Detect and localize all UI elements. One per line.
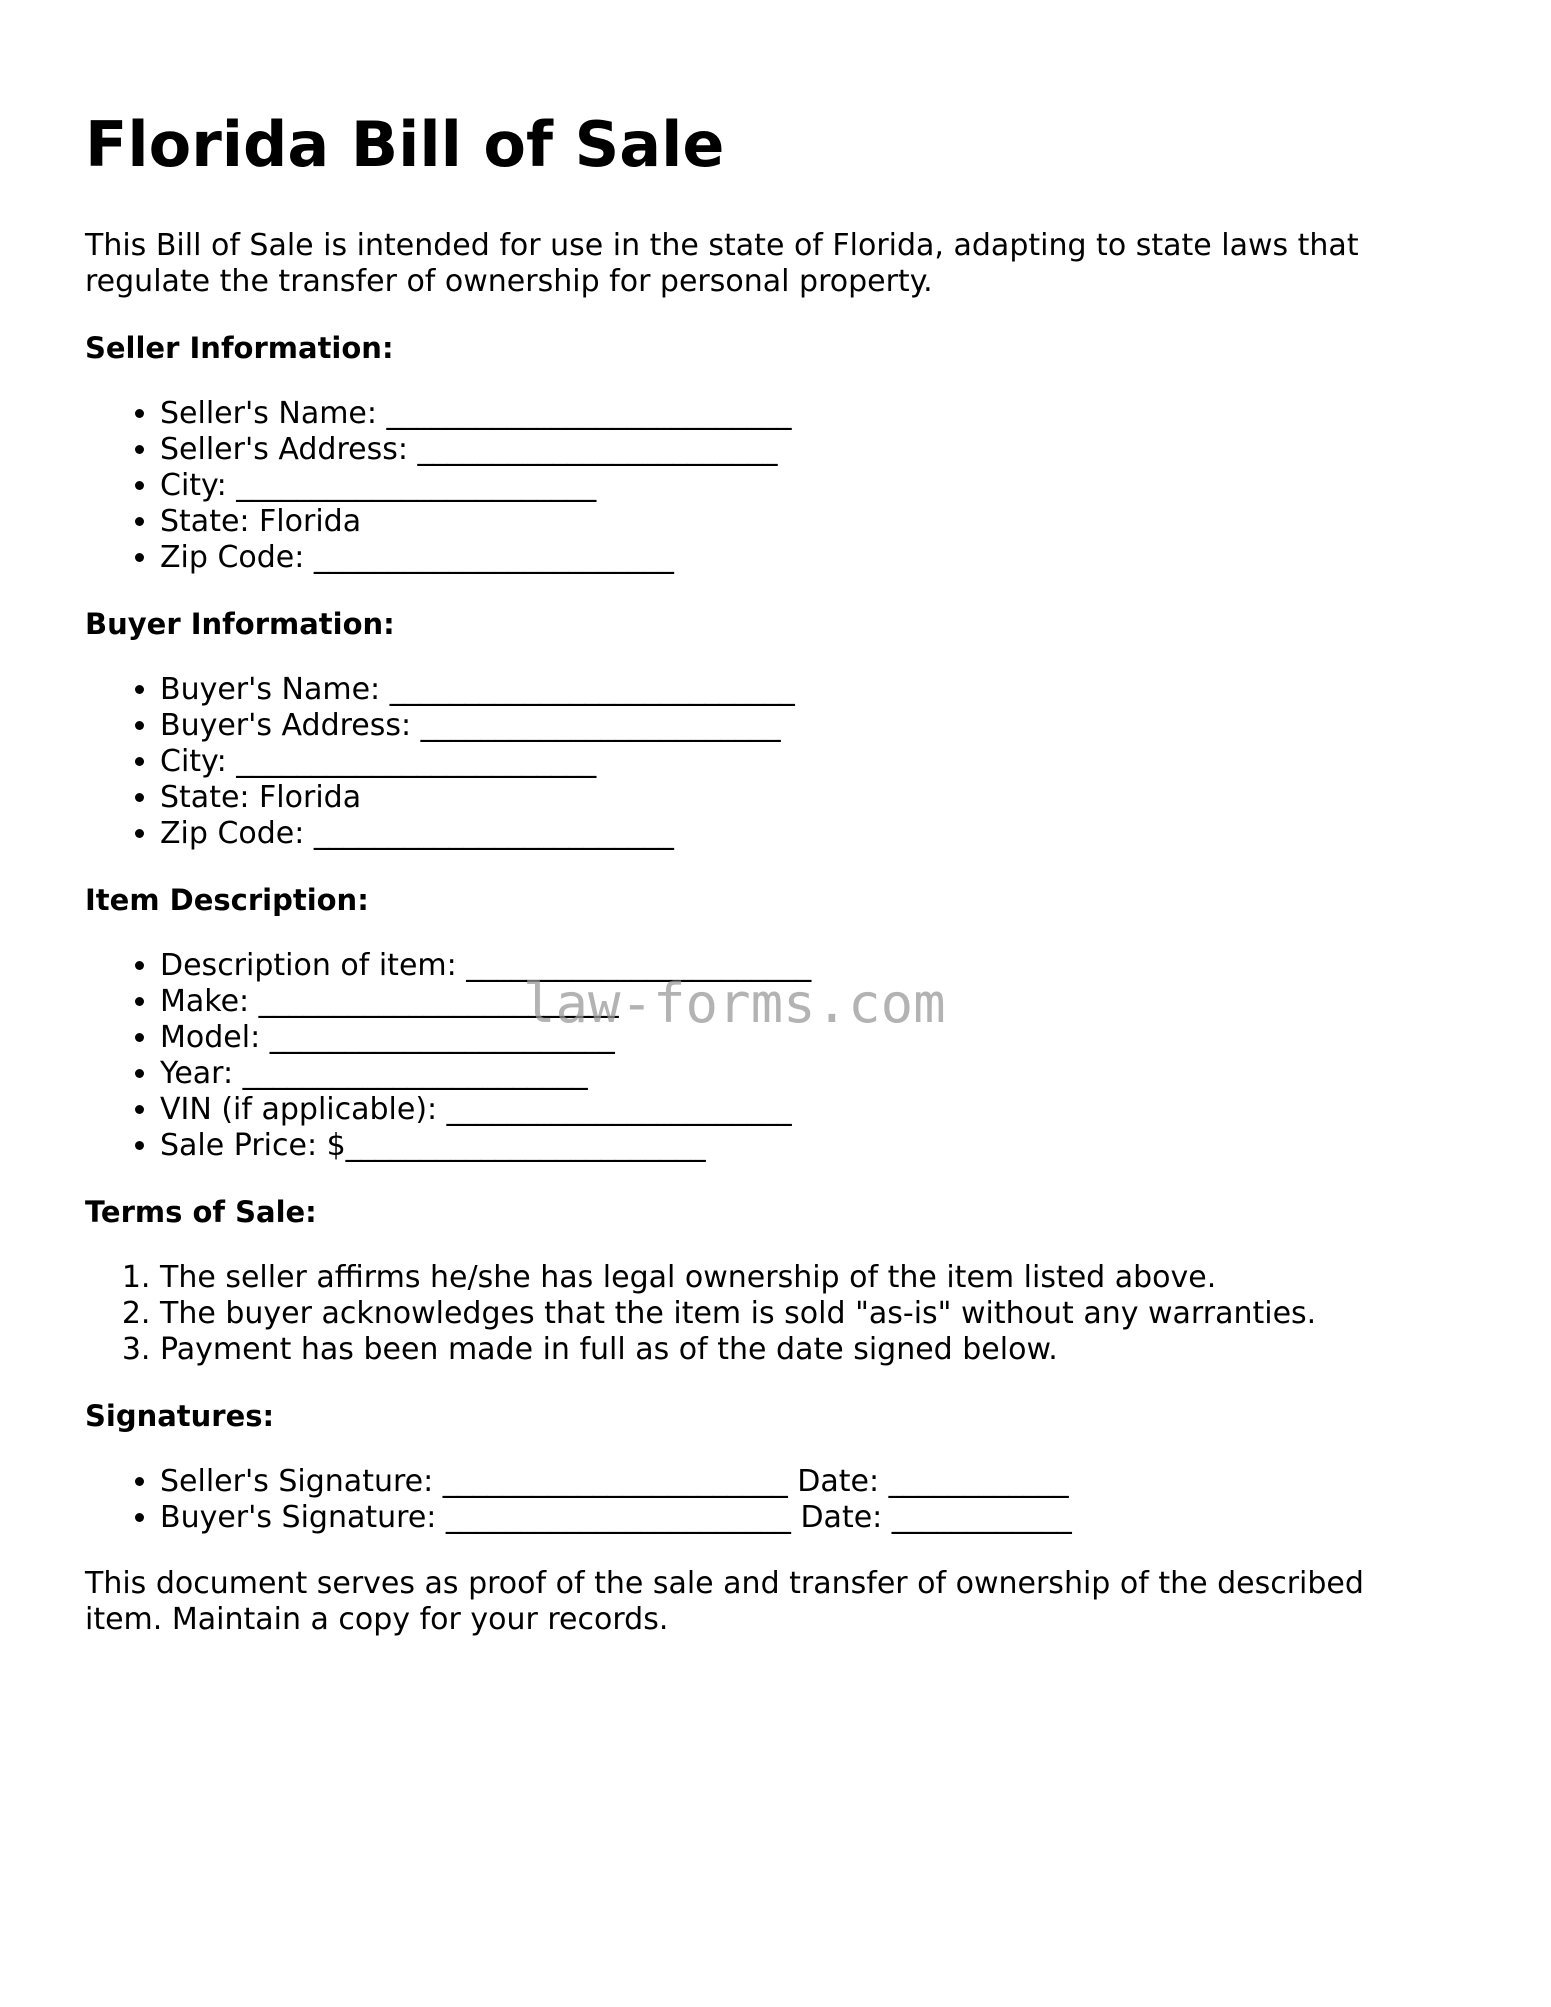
terms-section-heading: Terms of Sale:	[85, 1195, 317, 1229]
item-section-heading: Item Description:	[85, 883, 369, 917]
buyer-name-field: • Buyer's Name: ___________________________	[160, 672, 1415, 708]
buyer-address-field: • Buyer's Address: ________________________	[160, 708, 1415, 744]
buyer-info-list	[85, 672, 1415, 852]
signatures-list	[85, 1464, 1415, 1536]
buyer-signature-field: • Buyer's Signature: _______________________ Date: ____________	[160, 1500, 1415, 1536]
closing-paragraph: This document serves as proof of the sale and transfer of ownership of the described item. Maintain a copy for your records.	[85, 1566, 1364, 1637]
seller-signature-field: • Seller's Signature: _______________________ Date: ____________	[160, 1464, 1415, 1500]
watermark-text: law-forms.com	[523, 972, 946, 1035]
seller-address-field: • Seller's Address: ________________________	[160, 432, 1415, 468]
item-vin-field: • VIN (if applicable): _______________________	[160, 1092, 1415, 1128]
buyer-zip-field: • Zip Code: ________________________	[160, 816, 1415, 852]
document-page	[85, 104, 1415, 1638]
intro-paragraph: This Bill of Sale is intended for use in the state of Florida, adapting to state laws that regulate the transfer of ownership for personal property.	[85, 228, 1359, 299]
seller-city-field: • City: ________________________	[160, 468, 1415, 504]
item-model-field: • Model: _______________________	[160, 1020, 1415, 1056]
document-title: Florida Bill of Sale	[85, 108, 725, 181]
item-make-field: • Make: ________________________	[160, 984, 1415, 1020]
seller-section-heading: Seller Information:	[85, 331, 394, 365]
signatures-section-heading: Signatures:	[85, 1399, 275, 1433]
term-item: 2. The buyer acknowledges that the item is sold "as-is" without any warranties.	[160, 1296, 1415, 1332]
item-description-field: • Description of item: _______________________	[160, 948, 1415, 984]
item-year-field: • Year: _______________________	[160, 1056, 1415, 1092]
buyer-section-heading: Buyer Information:	[85, 607, 395, 641]
terms-list	[85, 1260, 1415, 1368]
seller-name-field: • Seller's Name: ___________________________	[160, 396, 1415, 432]
item-sale-price-field: • Sale Price: $________________________	[160, 1128, 1415, 1164]
seller-state-field: • State: Florida	[160, 504, 1415, 540]
buyer-city-field: • City: ________________________	[160, 744, 1415, 780]
seller-zip-field: • Zip Code: ________________________	[160, 540, 1415, 576]
buyer-state-field: • State: Florida	[160, 780, 1415, 816]
term-item: 1. The seller affirms he/she has legal ownership of the item listed above.	[160, 1260, 1415, 1296]
term-item: 3. Payment has been made in full as of the date signed below.	[160, 1332, 1415, 1368]
seller-info-list	[85, 396, 1415, 576]
